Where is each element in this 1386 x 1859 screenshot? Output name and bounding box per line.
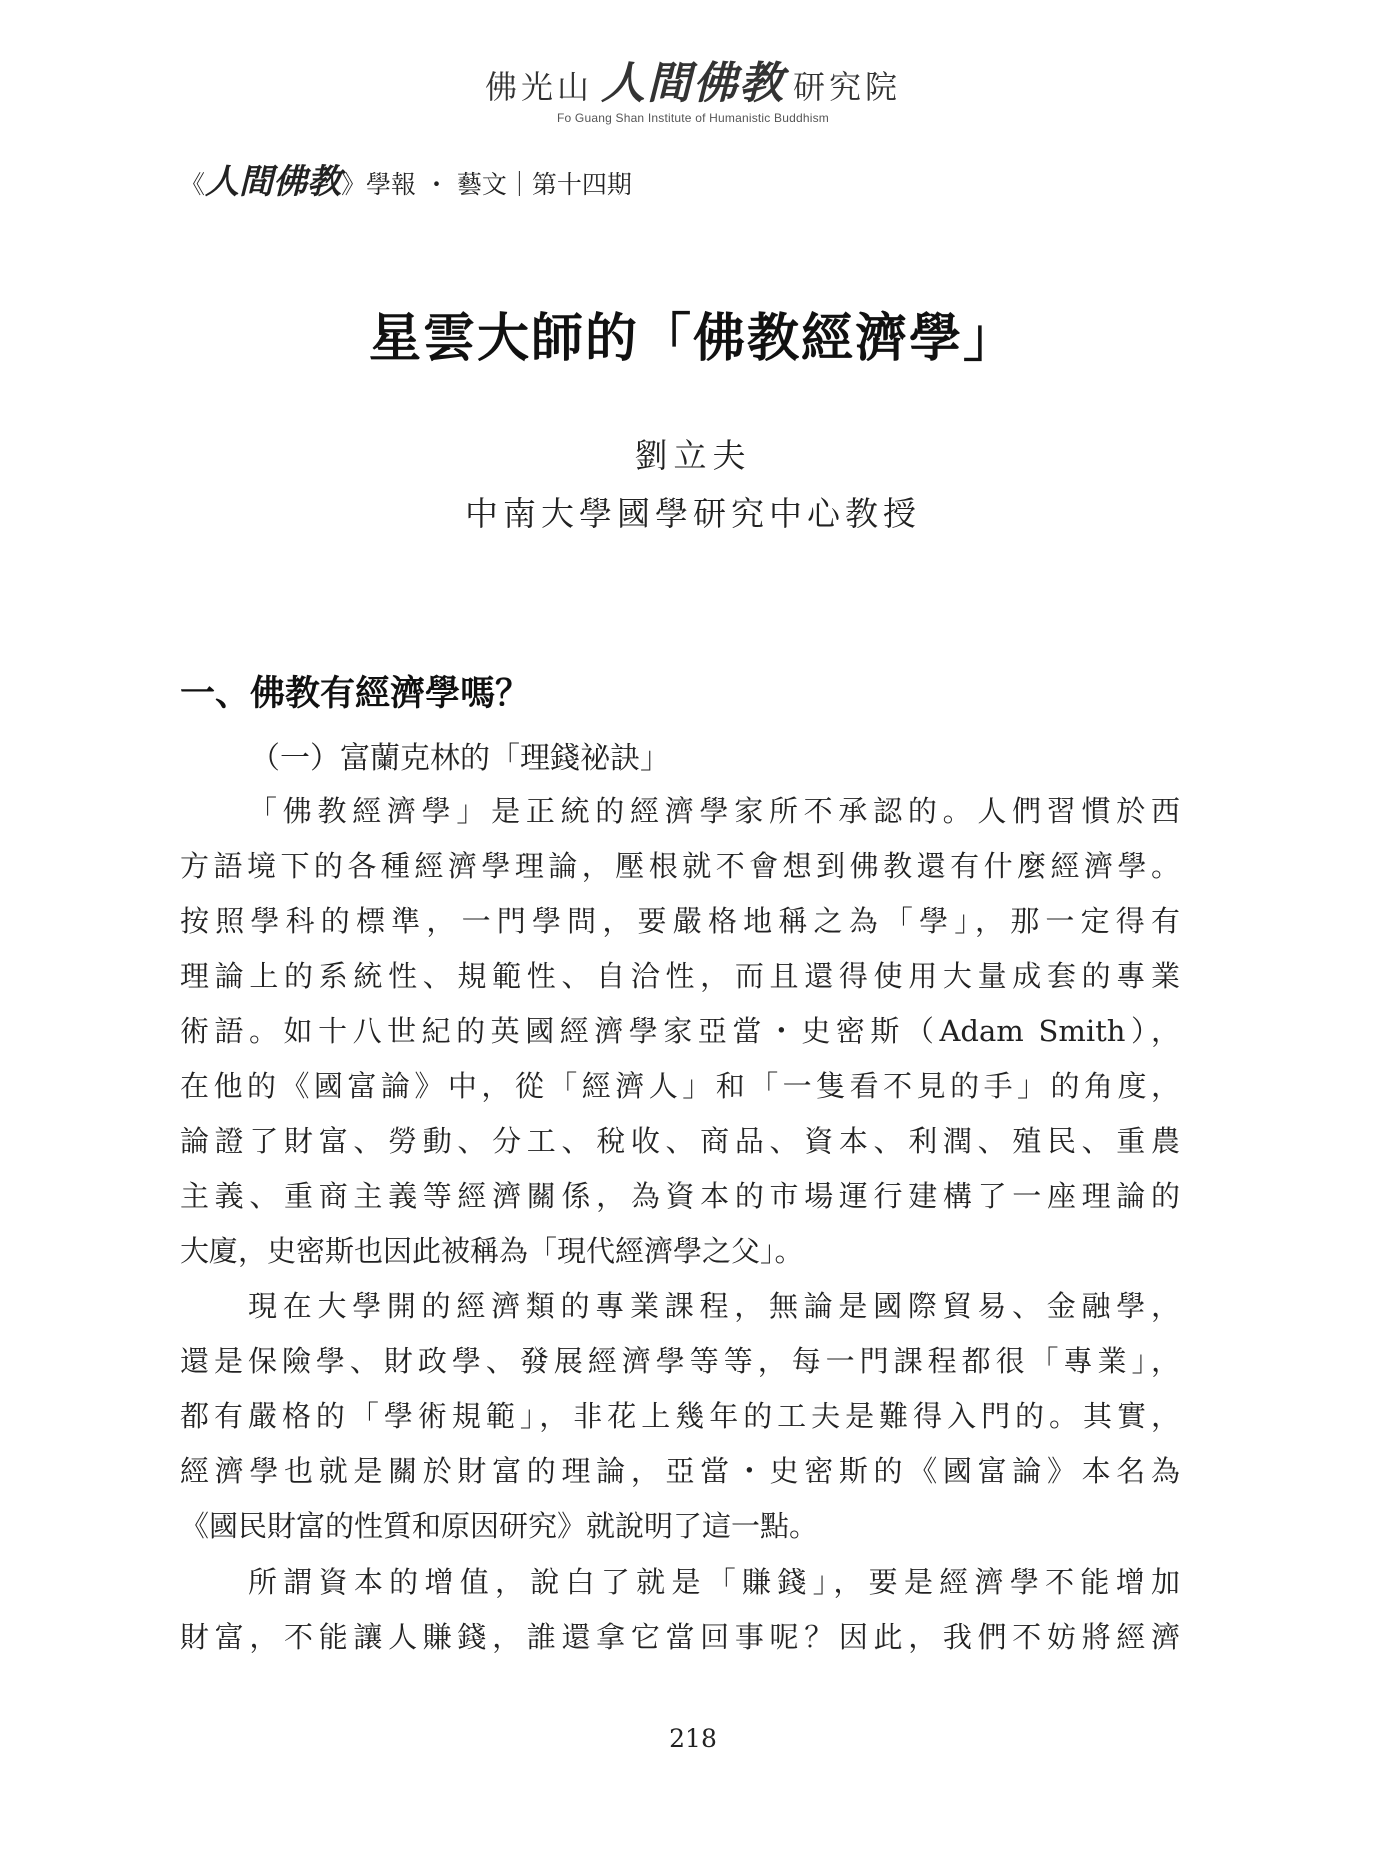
journal-section-label: 》學報 ・ 藝文｜第十四期 [341, 170, 632, 199]
institute-english-name: Fo Guang Shan Institute of Humanistic Buddhism [556, 111, 829, 125]
body-line: 按照學科的標準，一門學問，要嚴格地稱之為「學」，那一定得有 [180, 904, 1180, 938]
body-line: 理論上的系統性、規範性、自洽性，而且還得使用大量成套的專業 [180, 959, 1180, 993]
page-number: 218 [669, 1724, 717, 1753]
author-affiliation: 中南大學國學研究中心教授 [465, 494, 921, 533]
body-line: 經濟學也就是關於財富的理論，亞當・史密斯的《國富論》本名為 [180, 1454, 1180, 1488]
subsection-heading: （一）富蘭克林的「理錢祕訣」 [250, 741, 670, 776]
journal-open-bracket: 《 [180, 170, 206, 199]
body-line: 「佛教經濟學」是正統的經濟學家所不承認的。人們習慣於西 [248, 794, 1180, 828]
author-name: 劉立夫 [634, 436, 752, 475]
body-line: 大廈，史密斯也因此被稱為「現代經濟學之父」。 [180, 1234, 804, 1268]
section-heading: 一、佛教有經濟學嗎？ [180, 673, 531, 714]
body-line: 都有嚴格的「學術規範」，非花上幾年的工夫是難得入門的。其實， [180, 1399, 1180, 1433]
institute-name [0, 58, 1386, 113]
body-line: 《國民財富的性質和原因研究》就說明了這一點。 [180, 1509, 819, 1543]
body-line: 還是保險學、財政學、發展經濟學等等，每一門課程都很「專業」， [180, 1344, 1180, 1378]
body-line: 現在大學開的經濟類的專業課程，無論是國際貿易、金融學， [248, 1289, 1180, 1323]
institute-header [0, 58, 1386, 125]
body-line: 主義、重商主義等經濟關係，為資本的市場運行建構了一座理論的 [180, 1179, 1180, 1213]
body-line: 在他的《國富論》中，從「經濟人」和「一隻看不見的手」的角度， [180, 1069, 1180, 1103]
journal-running-head [180, 160, 632, 207]
body-line: 術語。如十八世紀的英國經濟學家亞當・史密斯（Adam Smith）， [180, 1014, 1180, 1048]
body-line: 所謂資本的增值，說白了就是「賺錢」，要是經濟學不能增加 [248, 1565, 1180, 1599]
institute-suffix: 研究院 [793, 68, 902, 106]
body-line: 財富，不能讓人賺錢，誰還拿它當回事呢？因此，我們不妨將經濟 [180, 1620, 1180, 1654]
article-title: 星雲大師的「佛教經濟學」 [368, 308, 1017, 369]
journal-name-calligraphy: 人間佛教 [205, 162, 342, 202]
body-line: 論證了財富、勞動、分工、稅收、商品、資本、利潤、殖民、重農 [180, 1124, 1180, 1158]
institute-prefix: 佛光山 [484, 68, 593, 106]
institute-logo-calligraphy: 人間佛教 [601, 58, 785, 109]
body-line: 方語境下的各種經濟學理論，壓根就不會想到佛教還有什麼經濟學。 [180, 849, 1180, 883]
